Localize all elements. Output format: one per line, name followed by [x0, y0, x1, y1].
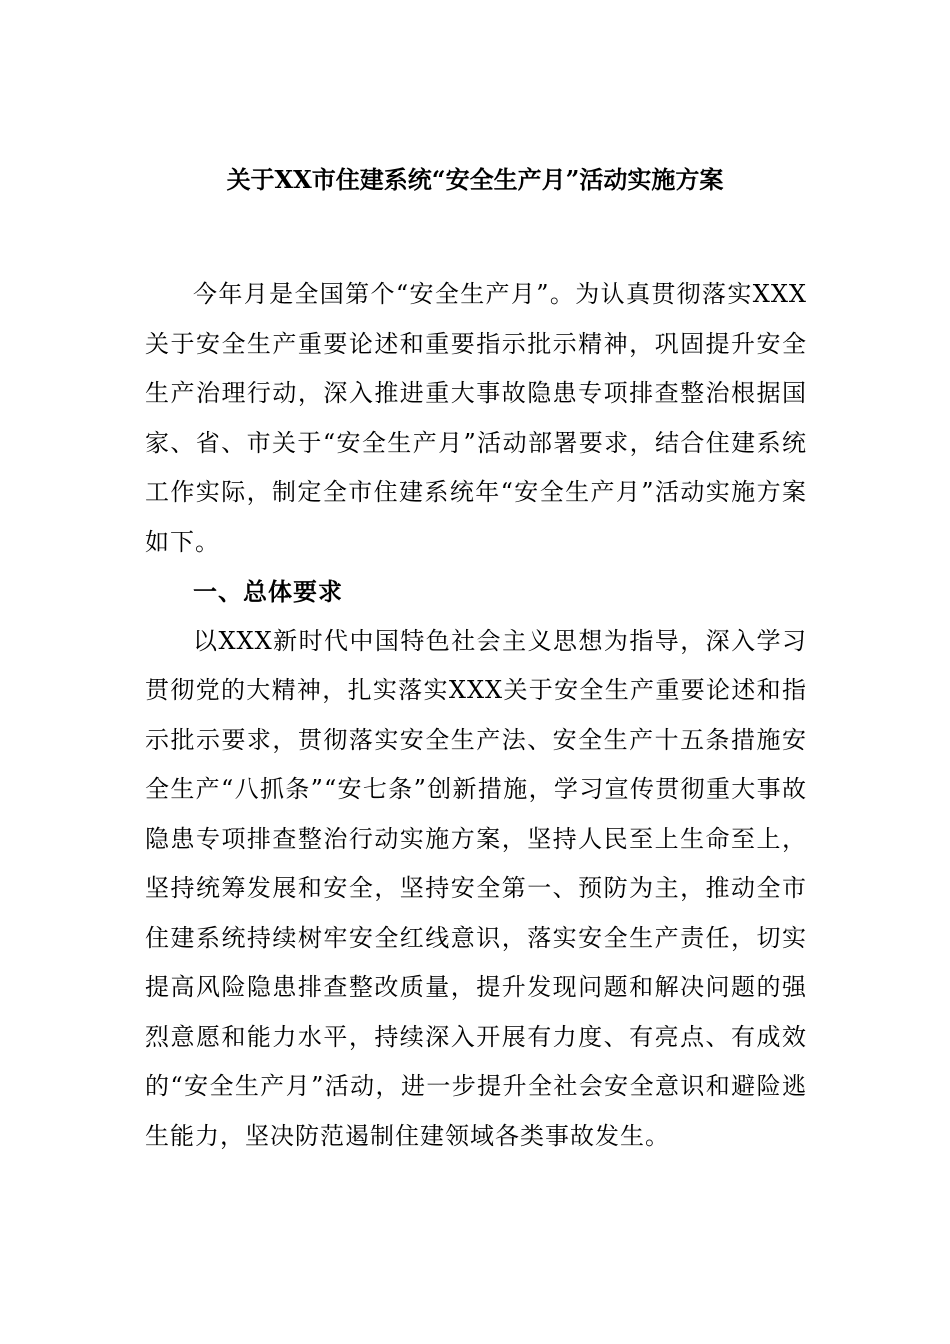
document-title: 关于XX市住建系统“安全生产月”活动实施方案 — [226, 165, 724, 194]
document-body — [145, 270, 807, 1161]
intro-paragraph: 今年月是全国第个“安全生产月”。为认真贯彻落实XXX关于安全生产重要论述和重要指示批示精神，巩固提升安全生产治理行动，深入推进重大事故隐患专项排查整治根据国家、省、市关于“安全生产月”活动部署要求，结合住建系统工作实际，制定全市住建系统年“安全生产月”活动实施方案如下。 — [145, 280, 807, 556]
section-paragraph-overall-requirements: 以XXX新时代中国特色社会主义思想为指导，深入学习贯彻党的大精神，扎实落实XXX关于安全生产重要论述和指示批示要求，贯彻落实安全生产法、安全生产十五条措施安全生产“八抓条”“安七条”创新措施，学习宣传贯彻重大事故隐患专项排查整治行动实施方案，坚持人民至上生命至上，坚持统筹发展和安全，坚持安全第一、预防为主，推动全市住建系统持续树牢安全红线意识，落实安全生产责任，切实提高风险隐患排查整改质量，提升发现问题和解决问题的强烈意愿和能力水平，持续深入开展有力度、有亮点、有成效的“安全生产月”活动，进一步提升全社会安全意识和避险逃生能力，坚决防范遏制住建领域各类事故发生。 — [145, 626, 807, 1150]
section-heading-overall-requirements: 一、总体要求 — [193, 577, 343, 606]
